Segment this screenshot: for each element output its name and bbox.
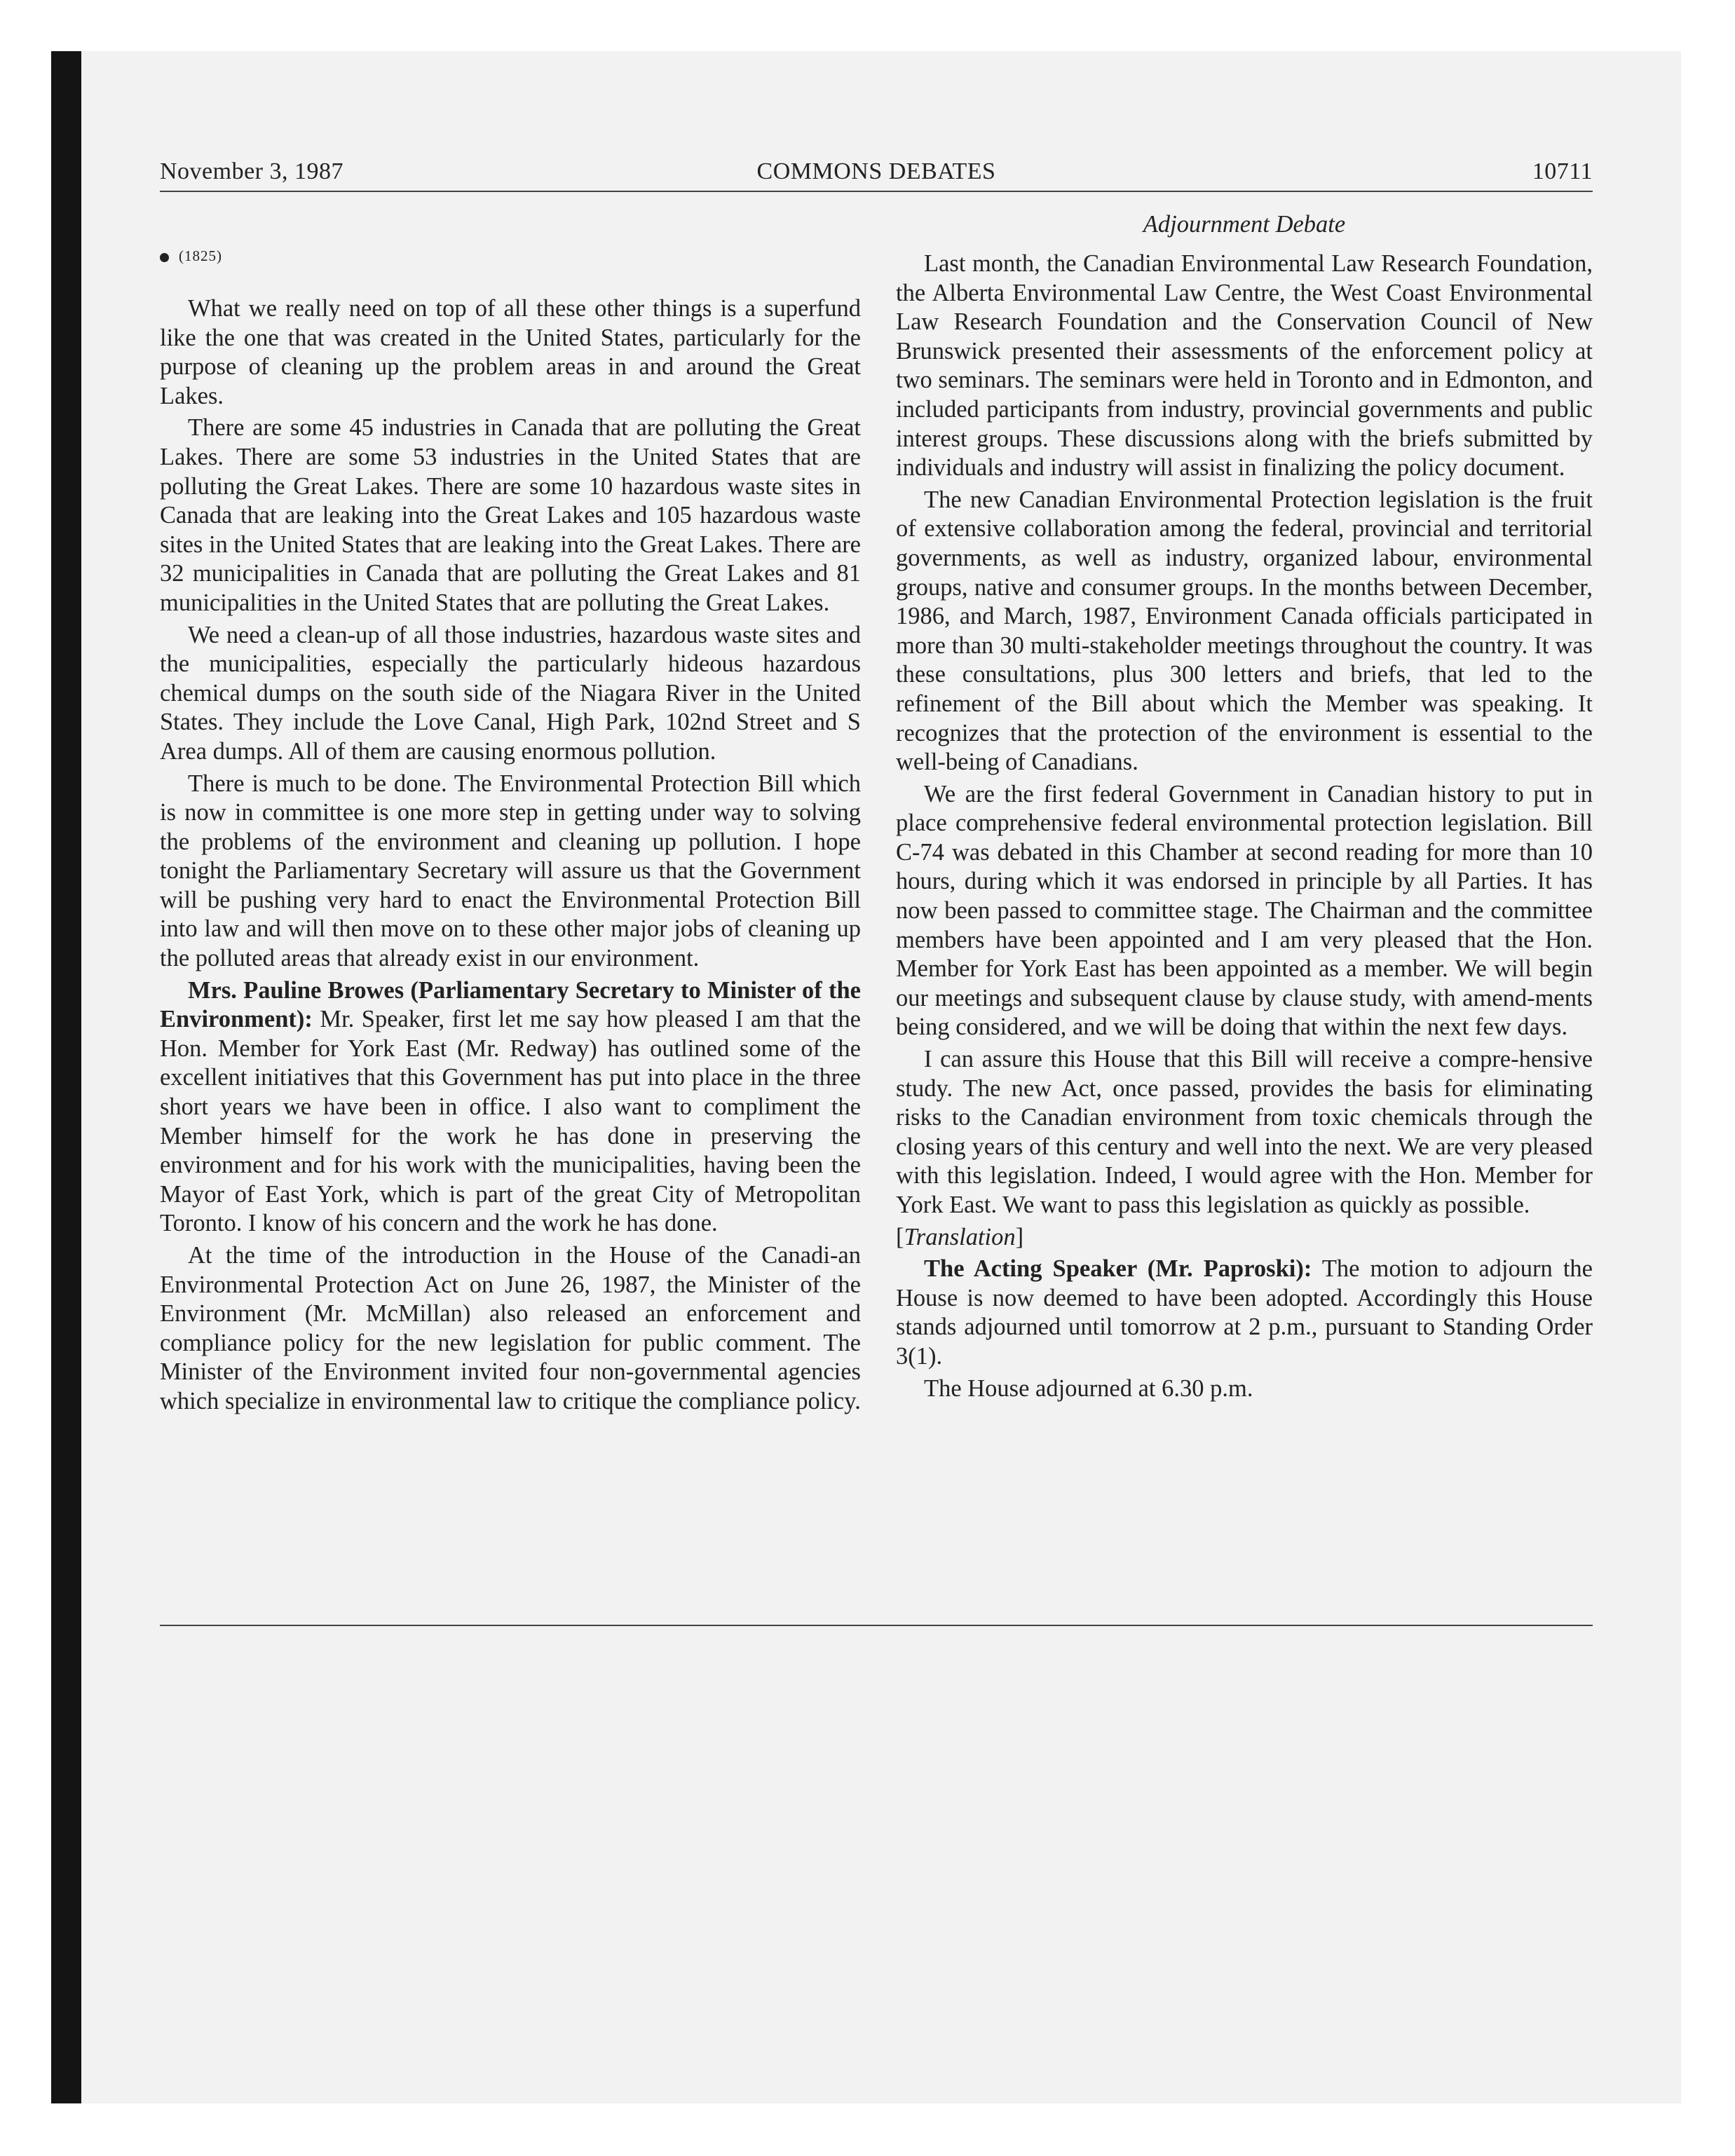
paragraph: We are the first federal Government in Canadian history to put in place comprehensive federal environmental protection legislation. Bill C-74 was debated in this Chamber at second reading for more than 10 hours, during which it was endorsed in principle by all Parties. It has now been passed to committee stage. The Chairman and the committee members have been appointed and I am very pleased that the Hon. Member for York East has been appointed as a member. We will begin our meetings and subsequent clause by clause study, with amend-ments being considered, and we will be doing that within the next few days. — [896, 780, 1593, 1041]
paragraph: At the time of the introduction in the House of the Canadi-an Environmental Protection Act on June 26, 1987, the Minister of the Environment (Mr. McMillan) also released an enforcement and compliance policy for the new legislation for public comment. The Minister of the Environment invited four non-governmental agencies which specialize in environmental law to critique the compliance policy. — [160, 1242, 861, 1414]
bullet-icon — [160, 253, 169, 262]
scan-edge-bar — [51, 51, 81, 2103]
running-header — [160, 156, 1593, 188]
header-title: COMMONS DEBATES — [756, 158, 996, 184]
speech-text: Mr. Speaker, first let me say how pleased I am that the Hon. Member for York East (Mr. Redway) has outlined some of the excellent initiatives that this Government has put into place in the three short years we have been in office. I also want to compliment the Member himself for the work he has done in preserving the environment and for his work with the municipalities, having been the Mayor of East York, which is part of the great City of Metropolitan Toronto. I know of his concern and the work he has done. — [160, 1006, 861, 1237]
speech-paragraph — [896, 1255, 1593, 1371]
paragraph: There is much to be done. The Environmental Protection Bill which is now in committee is one more step in getting under way to solving the problems of the environment and cleaning up pollution. I hope tonight the Parliamentary Secretary will assure us that the Government will be pushing very hard to enact the Environmental Protection Bill into law and will then move on to these other major jobs of cleaning up the polluted areas that already exist in our environment. — [160, 770, 861, 972]
header-rule — [160, 191, 1593, 192]
speech-paragraph — [160, 976, 861, 1239]
paragraph: Last month, the Canadian Environmental Law Research Foundation, the Alberta Environmental Law Centre, the West Coast Environmental Law Research Foundation and the Conservation Council of New Brunswick presented their assessments of the enforcement policy at two seminars. The seminars were held in Toronto and in Edmonton, and included participants from industry, provincial governments and public interest groups. These discussions along with the briefs submitted by individuals and industry will assist in finalizing the policy document. — [896, 250, 1593, 482]
end-rule — [160, 1625, 1593, 1626]
adjournment-note: The House adjourned at 6.30 p.m. — [924, 1374, 1253, 1402]
section-title: Adjournment Debate — [1143, 211, 1346, 238]
hansard-page — [160, 0, 1593, 2156]
speaker-name: Mrs. Pauline Browes (Parliamentary Secretary to Minister of the Environment): — [160, 976, 861, 1033]
translation-label: Translation — [904, 1223, 1016, 1250]
paragraph: I can assure this House that this Bill will receive a compre-hensive study. The new Act, once passed, provides the basis for eliminating risks to the Canadian environment from toxic chemicals through the closing years of this century and well into the next. We are very pleased with this legislation. Indeed, I would agree with the Hon. Member for York East. We want to pass this legislation as quickly as possible. — [896, 1046, 1593, 1218]
paragraph: We need a clean-up of all those industries, hazardous waste sites and the municipalities, especially the particularly hideous hazardous chemical dumps on the south side of the Niagara River in the United States. They include the Love Canal, High Park, 102nd Street and S Area dumps. All of them are causing enormous pollution. — [160, 621, 861, 765]
left-column — [160, 245, 861, 1419]
speech-text: The motion to adjourn the House is now deemed to have been adopted. Accordingly this House stands adjourned until tomorrow at 2 p.m., pursuant to Standing Order 3(1). — [896, 1255, 1593, 1370]
speaker-name: The Acting Speaker (Mr. Paproski): — [924, 1255, 1312, 1283]
paragraph: The new Canadian Environmental Protection legislation is the fruit of extensive collaboration among the federal, provincial and territorial governments, as well as industry, organized labour, environmental groups, native and consumer groups. In the months between December, 1986, and March, 1987, Environment Canada officials participated in more than 30 multi-stakeholder meetings throughout the country. It was these consultations, plus 300 letters and briefs, that led to the refinement of the Bill about which the Member was speaking. It recognizes that the protection of the environment is essential to the well-being of Canadians. — [896, 486, 1593, 776]
header-page-number: 10711 — [1532, 158, 1593, 184]
translation-note: [Translation] — [896, 1223, 1024, 1250]
time-marker — [160, 245, 861, 266]
paragraph: What we really need on top of all these other things is a superfund like the one that was created in the United States, particularly for the purpose of cleaning up the problem areas in and around the Great Lakes. — [160, 295, 861, 409]
right-column — [896, 250, 1593, 1406]
header-date: November 3, 1987 — [160, 158, 344, 184]
time-marker-text: (1825) — [179, 247, 222, 264]
paragraph: There are some 45 industries in Canada that are polluting the Great Lakes. There are some 53 industries in the United States that are polluting the Great Lakes. There are some 10 hazardous waste sites in Canada that are leaking into the Great Lakes and 105 hazardous waste sites in the United States that are leaking into the Great Lakes. There are 32 municipalities in Canada that are polluting the Great Lakes and 81 municipalities in the United States that are polluting the Great Lakes. — [160, 414, 861, 616]
